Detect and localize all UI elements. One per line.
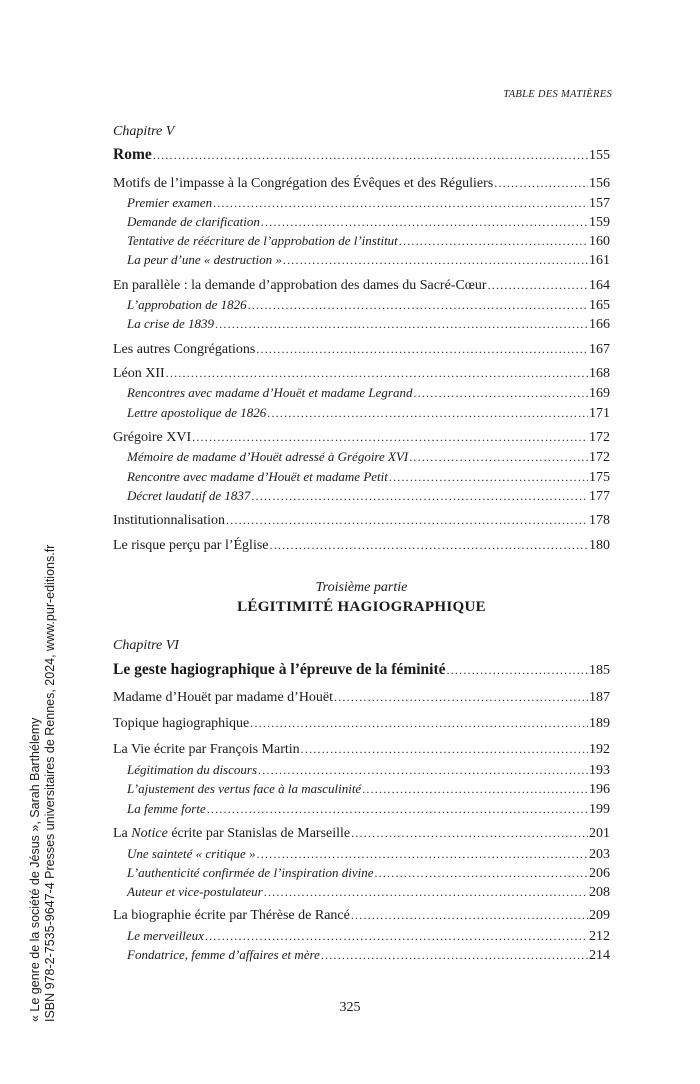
toc-entry: Institutionnalisation ..... 178: [113, 511, 610, 530]
chapter-5-label: Chapitre V: [113, 124, 175, 139]
page-number: 325: [339, 1000, 361, 1015]
entry-label: Rome: [113, 146, 152, 163]
chapter-5-title: [113, 146, 610, 165]
entry-page: 185: [589, 663, 610, 678]
toc-entry: En parallèle : la demande d’approbation des dames du Sacré-Cœur ..... 164: [113, 276, 610, 295]
toc-entry: Motifs de l’impasse à la Congrégation des Évêques et des Réguliers ..... 156: [113, 174, 610, 193]
toc-subentry: L’approbation de 1826 ..... 165: [113, 296, 610, 315]
toc-subentry: Décret laudatif de 1837 ..... 177: [113, 487, 610, 506]
toc-subentry: Rencontres avec madame d’Houët et madame Legrand ..... 169: [113, 384, 610, 403]
copyright-side-note: [28, 462, 58, 1022]
toc-subentry: L’authenticité confirmée de l’inspiration divine ..... 206: [113, 864, 610, 883]
toc-entry: Topique hagiographique ..... 189: [113, 714, 610, 733]
side-note-line-1: « Le genre de la société de Jésus », Sarah Barthélemy: [28, 717, 42, 1022]
chapter-6-label: Chapitre VI: [113, 638, 179, 653]
toc-subentry: La femme forte ..... 199: [113, 800, 610, 819]
toc-subentry: Rencontre avec madame d’Houët et madame Petit ..... 175: [113, 468, 610, 487]
toc-subentry: Mémoire de madame d’Houët adressé à Grégoire XVI ..... 172: [113, 448, 610, 467]
toc-subentry: Demande de clarification ..... 159: [113, 213, 610, 232]
toc-subentry: Légitimation du discours ..... 193: [113, 761, 610, 780]
toc-entry: Madame d’Houët par madame d’Houët ..... 187: [113, 688, 610, 707]
part-3-label: Troisième partie: [315, 580, 408, 595]
toc-subentry: Auteur et vice-postulateur ..... 208: [113, 883, 610, 902]
toc-subentry: La crise de 1839 ..... 166: [113, 315, 610, 334]
toc-subentry: L’ajustement des vertus face à la masculinité ..... 196: [113, 780, 610, 799]
toc-subentry: Premier examen ..... 157: [113, 194, 610, 213]
toc-entry: La Notice écrite par Stanislas de Marseille ..... 201: [113, 824, 610, 843]
side-note-line-2: ISBN 978-2-7535-9647-4 Presses universitaires de Rennes, 2024, www.pur-editions.fr: [43, 544, 57, 1022]
toc-subentry: Fondatrice, femme d’affaires et mère ..... 214: [113, 946, 610, 965]
toc-entry: Les autres Congrégations ..... 167: [113, 340, 610, 359]
part-3-title: LÉGITIMITÉ HAGIOGRAPHIQUE: [237, 599, 486, 615]
toc-subentry: La peur d’une « destruction » ..... 161: [113, 251, 610, 270]
entry-label: Le geste hagiographique à l’épreuve de la féminité: [113, 661, 446, 678]
toc-entry: La biographie écrite par Thérèse de Rancé ..... 209: [113, 906, 610, 925]
toc-subentry: Le merveilleux ..... 212: [113, 927, 610, 946]
toc-subentry: Tentative de réécriture de l’approbation de l’institut ..... 160: [113, 232, 610, 251]
toc-subentry: Lettre apostolique de 1826 ..... 171: [113, 404, 610, 423]
chapter-6-title: [113, 661, 610, 680]
toc-entry: Grégoire XVI ..... 172: [113, 428, 610, 447]
running-head: TABLE DES MATIÈRES: [503, 89, 612, 100]
toc-subentry: Une sainteté « critique » ..... 203: [113, 845, 610, 864]
toc-entry: La Vie écrite par François Martin ..... 192: [113, 740, 610, 759]
entry-page: 155: [589, 148, 610, 163]
toc-entry: Léon XII ..... 168: [113, 364, 610, 383]
toc-entry: Le risque perçu par l’Église ..... 180: [113, 536, 610, 555]
